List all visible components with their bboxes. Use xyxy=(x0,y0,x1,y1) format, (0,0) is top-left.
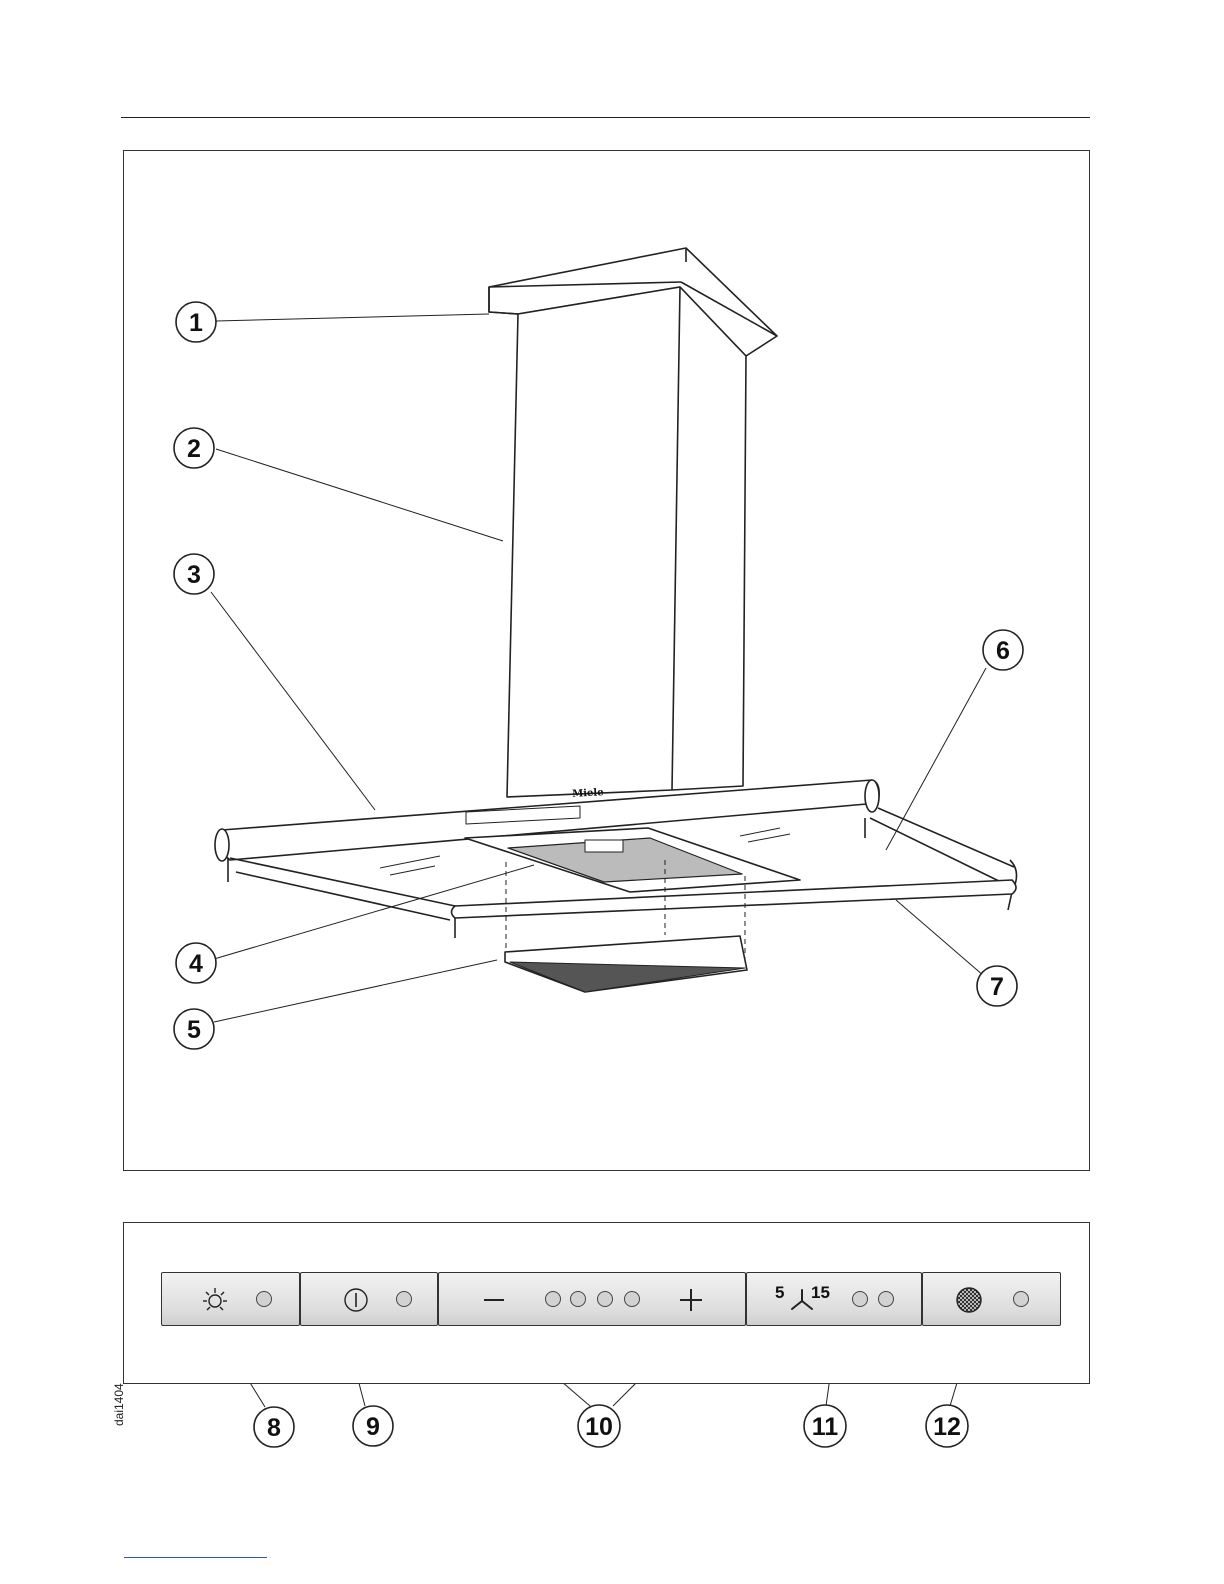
power-button[interactable] xyxy=(300,1272,438,1326)
svg-text:11: 11 xyxy=(811,1413,839,1441)
callout-4 xyxy=(176,943,216,983)
svg-text:8: 8 xyxy=(267,1414,281,1442)
svg-text:5: 5 xyxy=(187,1016,201,1044)
run-on-timer-button[interactable] xyxy=(746,1272,922,1326)
svg-text:6: 6 xyxy=(996,637,1010,665)
svg-text:9: 9 xyxy=(366,1413,380,1441)
svg-text:10: 10 xyxy=(585,1413,613,1441)
svg-text:4: 4 xyxy=(189,950,203,978)
light-icon xyxy=(200,1285,230,1315)
filter-indicator-button[interactable] xyxy=(922,1272,1061,1326)
svg-text:12: 12 xyxy=(933,1413,961,1441)
fan-level-led-4 xyxy=(624,1291,640,1307)
svg-text:1: 1 xyxy=(189,309,203,337)
chimney xyxy=(507,287,746,797)
callout-5 xyxy=(174,1009,214,1049)
filter-indicator-led xyxy=(1013,1291,1029,1307)
svg-text:2: 2 xyxy=(187,435,201,463)
minus-icon[interactable] xyxy=(482,1288,506,1312)
plus-icon[interactable] xyxy=(678,1287,704,1313)
power-icon xyxy=(342,1286,370,1314)
timer-15-label: 15 xyxy=(811,1283,830,1302)
timer-5-label: 5 xyxy=(775,1283,785,1302)
callout-7 xyxy=(977,966,1017,1006)
callout-3 xyxy=(174,554,214,594)
callout-8 xyxy=(254,1407,294,1447)
drawing-code: dai1404 xyxy=(112,1383,126,1426)
fan-level-led-2 xyxy=(570,1291,586,1307)
canopy-back-rail xyxy=(452,880,1017,918)
light-button[interactable] xyxy=(161,1272,300,1326)
footer-rule xyxy=(124,1557,267,1558)
timer-led-2 xyxy=(878,1291,894,1307)
svg-text:3: 3 xyxy=(187,561,201,589)
power-indicator xyxy=(396,1291,412,1307)
light-indicator xyxy=(256,1291,272,1307)
fan-speed-control[interactable] xyxy=(438,1272,746,1326)
callout-6 xyxy=(983,630,1023,670)
callout-10 xyxy=(578,1405,620,1447)
callout-11 xyxy=(804,1405,846,1447)
timer-led-1 xyxy=(852,1291,868,1307)
fan-level-led-1 xyxy=(545,1291,561,1307)
grease-filter-icon xyxy=(955,1286,983,1314)
callout-1 xyxy=(176,302,216,342)
callout-9 xyxy=(353,1406,393,1446)
callout-12 xyxy=(926,1405,968,1447)
callout-2 xyxy=(174,428,214,468)
svg-text:7: 7 xyxy=(990,973,1004,1001)
fan-level-led-3 xyxy=(597,1291,613,1307)
brand-logo: Miele xyxy=(571,787,604,800)
